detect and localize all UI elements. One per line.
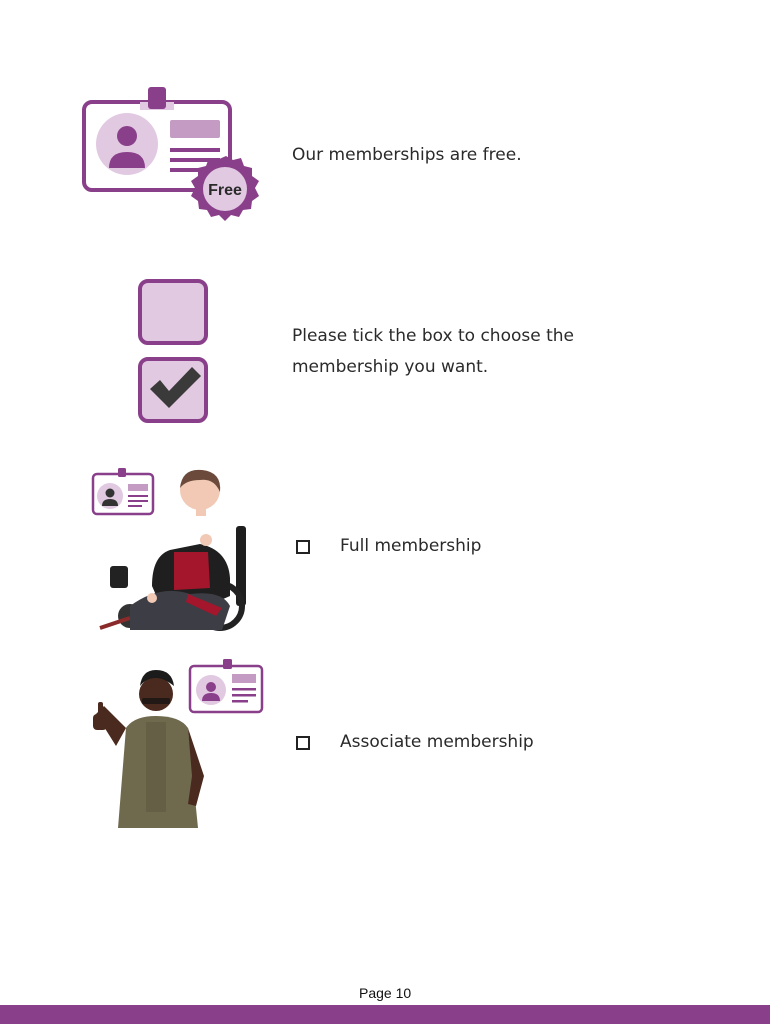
associate-membership-checkbox[interactable] [296,736,310,750]
tick-instructions-text [292,321,574,383]
free-badge-label: Free [208,182,242,199]
full-membership-checkbox[interactable] [296,540,310,554]
associate-membership-label: Associate membership [340,732,534,752]
associate-membership-illustration [84,656,268,828]
memberships-free-text: Our memberships are free. [292,145,522,165]
tick-box-icon [136,277,212,425]
tick-instructions-line-2: membership you want. [292,357,489,377]
page-number: Page 10 [359,985,412,1001]
membership-card-free-icon [80,84,265,222]
membership-card-small-icon [93,468,153,514]
full-membership-label: Full membership [340,536,482,556]
full-membership-illustration [90,466,260,632]
footer-bar [0,1005,770,1024]
tick-instructions-line-1: Please tick the box to choose the [292,326,575,346]
membership-card-small-icon [190,659,262,712]
